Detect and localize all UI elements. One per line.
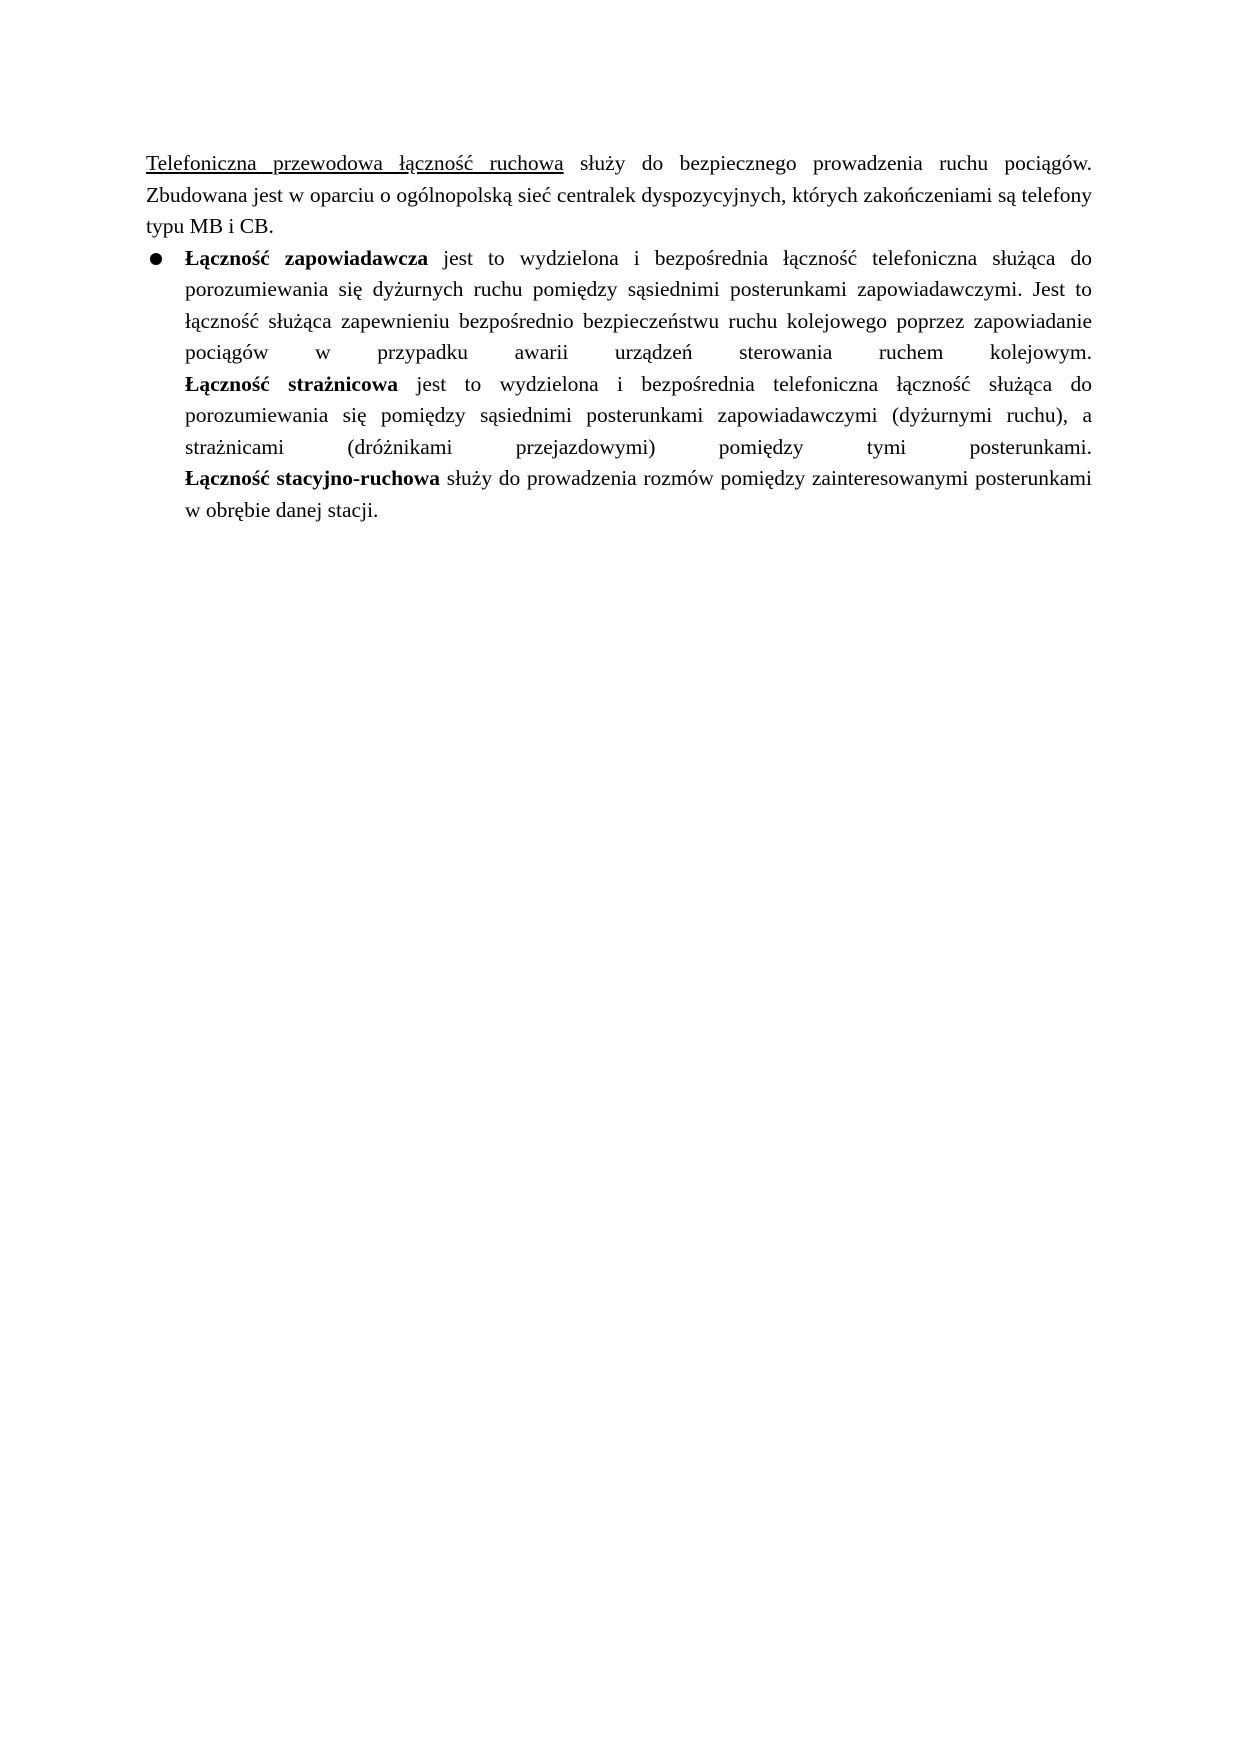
item-lead: Łączność stacyjno-ruchowa xyxy=(185,466,441,490)
document-body xyxy=(146,148,1092,526)
intro-text: służy do bezpiecznego prowadzenia ruchu pociągów. Zbudowana jest w oparciu o ogólnopolską sieć centralek dyspozycyjnych, których zakończeniami są telefony typu MB i CB. xyxy=(146,151,1093,238)
item-text: służy do prowadzenia rozmów pomiędzy zainteresowanymi posterunkami w obrębie danej stacji. xyxy=(185,466,1092,522)
intro-paragraph xyxy=(146,148,1092,243)
item-lead: Łączność strażnicowa xyxy=(185,371,398,396)
bullet-icon xyxy=(150,253,162,265)
list-item-stacyjno-ruchowa xyxy=(146,463,1092,526)
list-item-zapowiadawcza xyxy=(146,243,1092,369)
list-item-straznicowa xyxy=(146,369,1092,464)
item-text: jest to wydzielona i bezpośrednia łączność telefoniczna służąca do porozumiewania się dyżurnych ruchu pomiędzy sąsiednimi posterunkami zapowiadawczymi. Jest to łączność służąca zapewnieniu bezpośrednio bezpieczeństwu ruchu kolejowego poprzez zapowiadanie pociągów w przypadku awarii urządzeń sterowania ruchem kolejowym. xyxy=(185,245,1092,364)
communication-types-list xyxy=(146,243,1092,527)
item-lead: Łączność zapowiadawcza xyxy=(185,245,429,270)
intro-term: Telefoniczna przewodowa łączność ruchowa xyxy=(146,151,564,175)
item-text: jest to wydzielona i bezpośrednia telefoniczna łączność służąca do porozumiewania się pomiędzy sąsiednimi posterunkami zapowiadawczymi (dyżurnymi ruchu), a strażnicami (dróżnikami przejazdowymi) pomiędzy tymi posterunkami. xyxy=(185,371,1092,459)
